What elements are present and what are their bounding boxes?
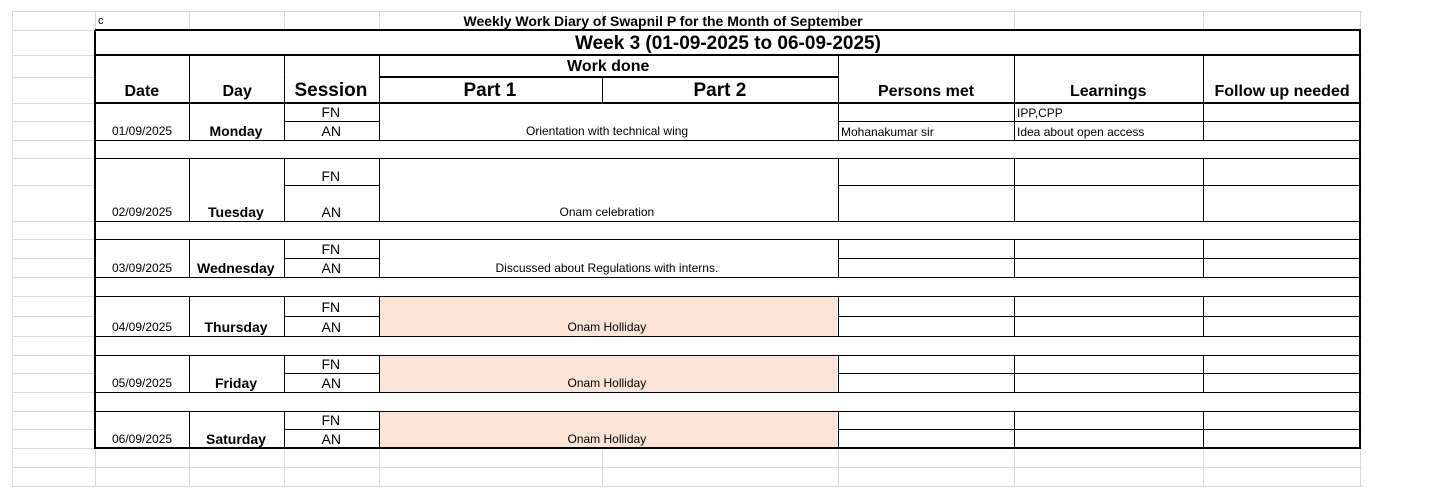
merged-gap-row: [96, 393, 1359, 411]
row-day: Thursday: [204, 319, 268, 335]
border-session-mid: [284, 373, 379, 374]
border-data-col: [1014, 158, 1015, 221]
merged-gap-row: [96, 222, 1359, 239]
border-data-col: [1203, 158, 1204, 221]
diary-title: Weekly Work Diary of Swapnil P for the Month of September: [463, 13, 863, 29]
learning-fn-text: IPP,CPP: [1017, 106, 1063, 120]
session-an: AN: [321, 431, 341, 447]
border-right-mid: [838, 258, 1360, 259]
border-data-col: [379, 239, 380, 277]
work-done-text: Onam Holliday: [567, 376, 647, 390]
border-block-bottom: [95, 221, 1360, 222]
border-right-mid: [838, 121, 1360, 122]
learning-an-text: Idea about open access: [1017, 125, 1145, 139]
row-day: Monday: [209, 123, 263, 139]
header-date: Date: [124, 83, 160, 100]
border-data-col: [379, 103, 380, 140]
gridline-horizontal: [12, 467, 1362, 468]
header-part1: Part 1: [463, 80, 517, 101]
work-done-text: Onam Holliday: [567, 432, 647, 446]
border-header-col: [1203, 55, 1204, 103]
border-block-bottom: [95, 336, 1360, 337]
border-session-mid: [284, 258, 379, 259]
border-data-col: [189, 411, 190, 448]
border-data-col: [379, 158, 380, 221]
border-data-col: [189, 355, 190, 392]
border-header-col: [379, 55, 380, 103]
border-data-col: [838, 158, 839, 221]
row-day: Tuesday: [208, 204, 264, 220]
row-date: 03/09/2025: [112, 261, 173, 275]
header-learnings: Learnings: [1070, 83, 1147, 100]
border-session-mid: [284, 316, 379, 317]
border-data-col: [284, 158, 285, 221]
row-date: 01/09/2025: [112, 124, 173, 138]
row-date: 06/09/2025: [112, 432, 173, 446]
merged-gap-row: [96, 337, 1359, 355]
session-fn: FN: [321, 104, 341, 120]
gridline-horizontal: [12, 486, 1362, 487]
row-day: Saturday: [206, 431, 266, 447]
header-day: Day: [222, 83, 252, 100]
border-block-top: [95, 158, 1360, 159]
border-top: [95, 29, 1361, 31]
session-fn: FN: [321, 168, 341, 184]
border-data-col: [189, 296, 190, 336]
border-data-col: [189, 103, 190, 140]
border-block-bottom: [95, 448, 1360, 449]
session-fn: FN: [321, 241, 341, 257]
border-header-col: [838, 55, 839, 103]
border-data-col: [189, 158, 190, 221]
row-day: Wednesday: [197, 260, 275, 276]
border-block-bottom: [95, 277, 1360, 278]
corner-cell-text: c: [98, 15, 104, 27]
border-right-mid: [838, 429, 1360, 430]
session-an: AN: [321, 204, 341, 220]
border-block-bottom: [95, 140, 1360, 141]
row-date: 05/09/2025: [112, 376, 173, 390]
border-session-mid: [284, 121, 379, 122]
merged-gap-row: [96, 141, 1359, 158]
border-header-col: [1014, 55, 1015, 103]
work-done-text: Onam Holliday: [567, 320, 647, 334]
border-session-mid: [284, 429, 379, 430]
border-workdone-split: [379, 76, 838, 78]
border-right-mid: [838, 185, 1360, 186]
session-fn: FN: [321, 356, 341, 372]
border-block-top: [95, 239, 1360, 240]
work-done-text: Onam celebration: [559, 205, 655, 219]
border-data-col: [379, 296, 380, 336]
header-session: Session: [294, 80, 368, 101]
session-fn: FN: [321, 412, 341, 428]
week-title: Week 3 (01-09-2025 to 06-09-2025): [575, 33, 881, 54]
work-done-text: Orientation with technical wing: [526, 124, 689, 138]
session-an: AN: [321, 375, 341, 391]
gridline-vertical: [12, 11, 13, 486]
row-date: 04/09/2025: [112, 320, 173, 334]
session-an: AN: [321, 123, 341, 139]
border-block-top: [95, 355, 1360, 356]
border-data-col: [189, 239, 190, 277]
gridline-horizontal: [12, 11, 1362, 12]
session-an: AN: [321, 319, 341, 335]
border-header-col: [189, 55, 190, 103]
session-an: AN: [321, 260, 341, 276]
border-data-col: [379, 355, 380, 392]
header-follow-up: Follow up needed: [1214, 83, 1350, 100]
header-work-done: Work done: [567, 58, 650, 75]
border-block-top: [95, 296, 1360, 297]
session-fn: FN: [321, 299, 341, 315]
border-block-top: [95, 411, 1360, 412]
border-data-col: [379, 411, 380, 448]
border-right-mid: [838, 373, 1360, 374]
header-persons-met: Persons met: [878, 83, 975, 100]
header-part2: Part 2: [693, 80, 747, 101]
persons-met-text: Mohanakumar sir: [841, 125, 934, 139]
border-block-bottom: [95, 392, 1360, 393]
border-header-col: [284, 55, 285, 103]
row-date: 02/09/2025: [112, 205, 173, 219]
border-session-mid: [284, 185, 379, 186]
border-part-divider: [602, 77, 603, 103]
work-done-text: Discussed about Regulations with interns.: [495, 261, 719, 275]
border-right-mid: [838, 316, 1360, 317]
merged-gap-row: [96, 278, 1359, 296]
row-day: Friday: [215, 375, 258, 391]
